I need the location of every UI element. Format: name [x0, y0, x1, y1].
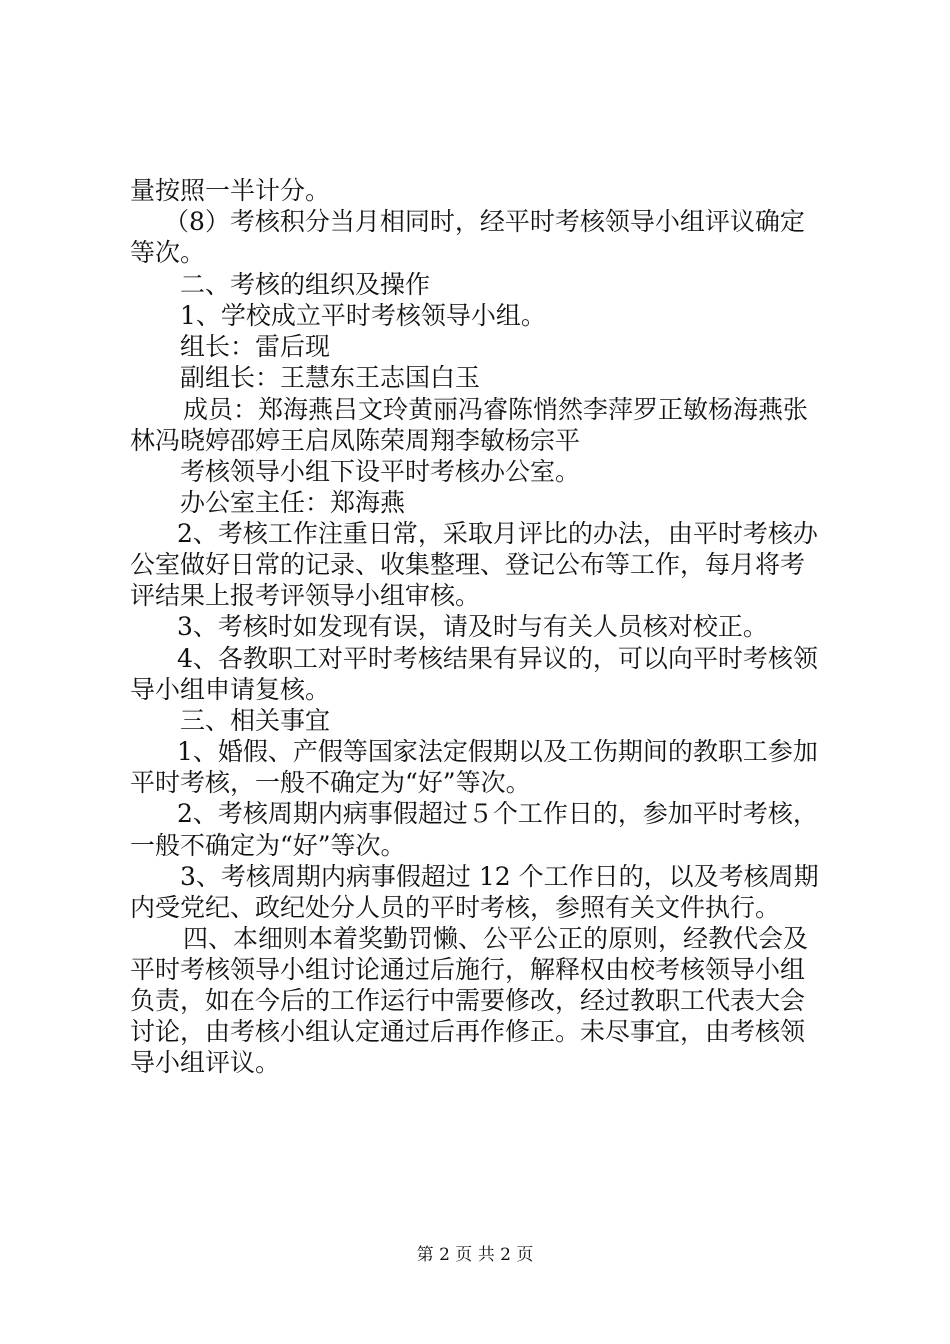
text-line: （8）考核积分当月相同时，经平时考核领导小组评议确定 — [164, 207, 805, 236]
text-line: 4、各教职工对平时考核结果有异议的，可以向平时考核领 — [177, 644, 818, 673]
text-line: 林冯晓婷邵婷王启凤陈荣周翔李敏杨宗平 — [130, 426, 581, 455]
text-line: 公室做好日常的记录、收集整理、登记公布等工作，每月将考 — [130, 550, 806, 579]
section-heading: 三、相关事宜 — [180, 706, 331, 735]
text-line: 平时考核领导小组讨论通过后施行，解释权由校考核领导小组 — [130, 955, 806, 984]
text-line: 等次。 — [130, 238, 206, 267]
text-line: 导小组评议。 — [130, 1048, 281, 1077]
text-line: 1、婚假、产假等国家法定假期以及工伤期间的教职工参加 — [177, 737, 818, 766]
text-line: 评结果上报考评领导小组审核。 — [130, 581, 481, 610]
text-line: 负责，如在今后的工作运行中需要修改，经过教职工代表大会 — [130, 986, 806, 1015]
text-line: 2、考核工作注重日常，采取月评比的办法，由平时考核办 — [177, 519, 818, 548]
text-line: 组长：雷后现 — [180, 332, 331, 361]
text-line: 副组长：王慧东王志国白玉 — [180, 363, 481, 392]
page-number-footer: 第 2 页 共 2 页 — [416, 1245, 534, 1265]
section-heading: 二、考核的组织及操作 — [180, 270, 431, 299]
text-line: 考核领导小组下设平时考核办公室。 — [180, 457, 581, 486]
text-line: 量按照一半计分。 — [130, 176, 331, 205]
text-line: 1、学校成立平时考核领导小组。 — [180, 301, 546, 330]
text-line: 2、考核周期内病事假超过５个工作日的，参加平时考核， — [177, 799, 818, 828]
text-line: 导小组申请复核。 — [130, 675, 331, 704]
section-heading: 四、本细则本着奖勤罚懒、公平公正的原则，经教代会及 — [183, 924, 809, 953]
text-line: 讨论，由考核小组认定通过后再作修正。未尽事宜，由考核领 — [130, 1017, 806, 1046]
text-line: 一般不确定为“好”等次。 — [130, 831, 406, 860]
text-line: 3、考核周期内病事假超过 12 个工作日的，以及考核周期 — [180, 862, 819, 891]
text-line: 3、考核时如发现有误，请及时与有关人员核对校正。 — [177, 612, 768, 641]
text-line: 平时考核，一般不确定为“好”等次。 — [130, 768, 531, 797]
text-line: 办公室主任：郑海燕 — [180, 488, 406, 517]
text-line: 成员：郑海燕吕文玲黄丽冯睿陈悄然李萍罗正敏杨海燕张 — [183, 395, 809, 424]
text-line: 内受党纪、政纪处分人员的平时考核，参照有关文件执行。 — [130, 893, 781, 922]
